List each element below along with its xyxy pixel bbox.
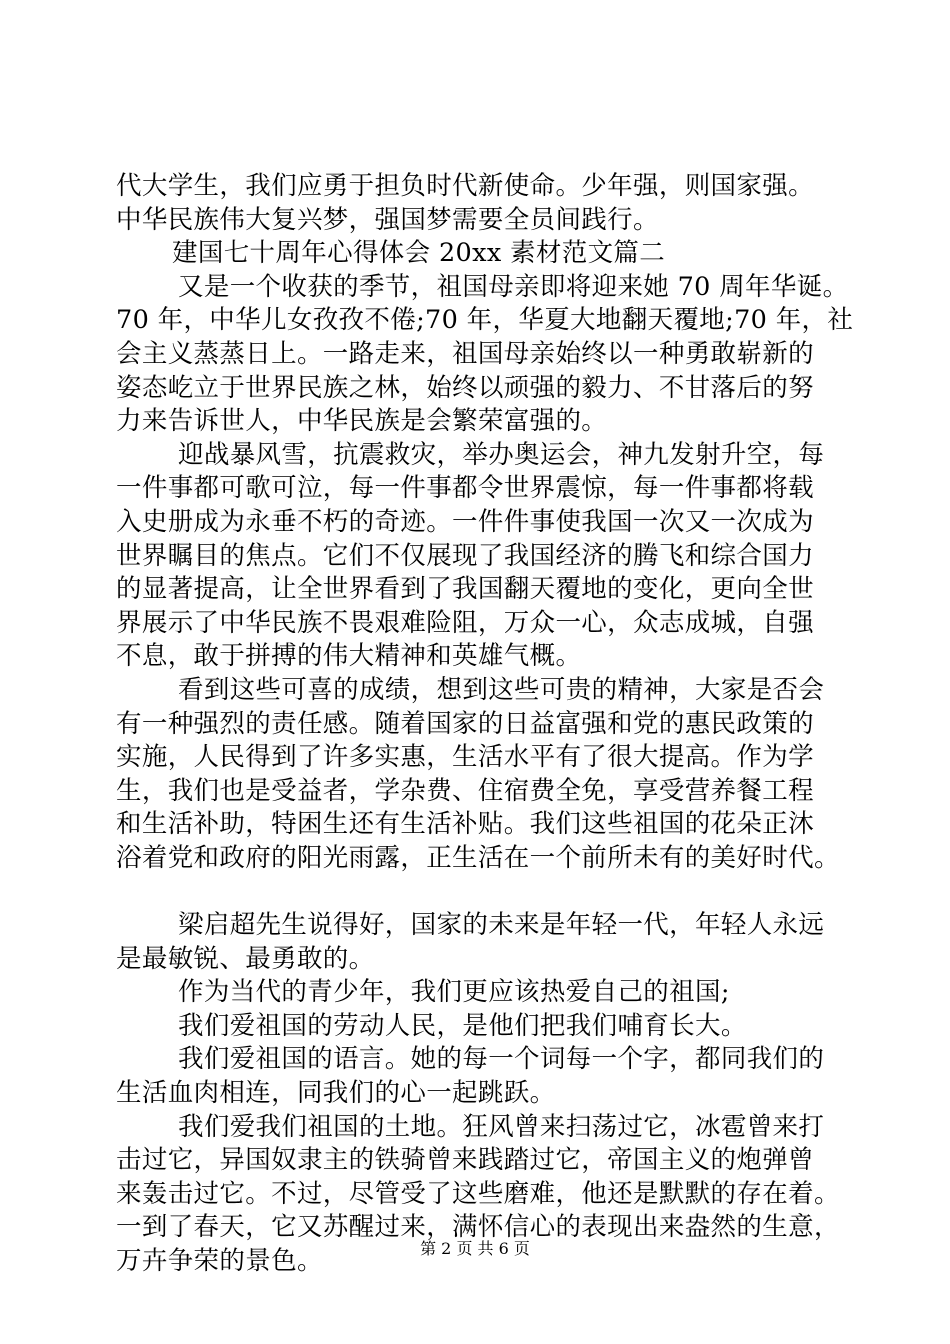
text-line: 我们爱祖国的劳动人民，是他们把我们哺育长大。 bbox=[178, 1010, 747, 1041]
text-line: 我们爱祖国的语言。她的每一个词每一个字，都同我们的 bbox=[178, 1044, 825, 1075]
text-line: 姿态屹立于世界民族之林，始终以顽强的毅力、不甘落后的努 bbox=[116, 372, 814, 403]
document-body bbox=[116, 170, 854, 1279]
page-number-label: 第 2 页 共 6 页 bbox=[420, 1239, 530, 1258]
text-line: 生活血肉相连，同我们的心一起跳跃。 bbox=[116, 1078, 556, 1109]
text-line: 万卉争荣的景色。 bbox=[116, 1246, 323, 1276]
text-line: 迎战暴风雪，抗震救灾，举办奥运会，神九发射升空，每 bbox=[178, 439, 825, 470]
text-line: 又是一个收获的季节，祖国母亲即将迎来她 70 周年华诞。 bbox=[178, 271, 849, 302]
text-line: 中华民族伟大复兴梦，强国梦需要全员间践行。 bbox=[116, 204, 659, 235]
text-line: 入史册成为永垂不朽的奇迹。一件件事使我国一次又一次成为 bbox=[116, 506, 814, 537]
text-line: 看到这些可喜的成绩，想到这些可贵的精神，大家是否会 bbox=[178, 674, 825, 705]
section-heading: 建国七十周年心得体会 20xx 素材范文篇二 bbox=[172, 238, 666, 269]
text-line: 会主义蒸蒸日上。一路走来，祖国母亲始终以一种勇敢崭新的 bbox=[116, 338, 814, 369]
text-line: 70 年，中华儿女孜孜不倦;70 年，华夏大地翻天覆地;70 年，社 bbox=[116, 305, 854, 336]
text-line: 来轰击过它。不过，尽管受了这些磨难，他还是默默的存在着。 bbox=[116, 1178, 840, 1209]
text-line: 代大学生，我们应勇于担负时代新使命。少年强，则国家强。 bbox=[116, 171, 814, 201]
text-line: 界展示了中华民族不畏艰难险阻，万众一心，众志成城，自强 bbox=[116, 607, 814, 638]
text-line: 是最敏锐、最勇敢的。 bbox=[116, 943, 375, 974]
text-line: 不息，敢于拼搏的伟大精神和英雄气概。 bbox=[116, 641, 582, 672]
page-footer bbox=[0, 1238, 950, 1260]
text-line: 力来告诉世人，中华民族是会繁荣富强的。 bbox=[116, 406, 608, 437]
text-line: 击过它，异国奴隶主的铁骑曾来践踏过它，帝国主义的炮弹曾 bbox=[116, 1145, 814, 1176]
text-line: 一件事都可歌可泣，每一件事都令世界震惊，每一件事都将载 bbox=[116, 473, 814, 504]
text-line: 实施，人民得到了许多实惠，生活水平有了很大提高。作为学 bbox=[116, 742, 814, 773]
text-line: 世界瞩目的焦点。它们不仅展现了我国经济的腾飞和综合国力 bbox=[116, 540, 814, 571]
text-line: 和生活补助，特困生还有生活补贴。我们这些祖国的花朵正沐 bbox=[116, 809, 814, 840]
text-line: 梁启超先生说得好，国家的未来是年轻一代，年轻人永远 bbox=[178, 910, 825, 941]
text-line: 作为当代的青少年，我们更应该热爱自己的祖国; bbox=[178, 977, 730, 1008]
text-line: 的显著提高，让全世界看到了我国翻天覆地的变化，更向全世 bbox=[116, 574, 814, 605]
blank-line bbox=[116, 875, 854, 909]
text-line: 生，我们也是受益者，学杂费、住宿费全免，享受营养餐工程 bbox=[116, 775, 814, 806]
text-line: 浴着党和政府的阳光雨露，正生活在一个前所未有的美好时代。 bbox=[116, 842, 840, 873]
text-line: 我们爱我们祖国的土地。狂风曾来扫荡过它，冰雹曾来打 bbox=[178, 1111, 825, 1142]
text-line: 有一种强烈的责任感。随着国家的日益富强和党的惠民政策的 bbox=[116, 708, 814, 739]
text-line: 一到了春天，它又苏醒过来，满怀信心的表现出来盎然的生意， bbox=[116, 1212, 840, 1243]
